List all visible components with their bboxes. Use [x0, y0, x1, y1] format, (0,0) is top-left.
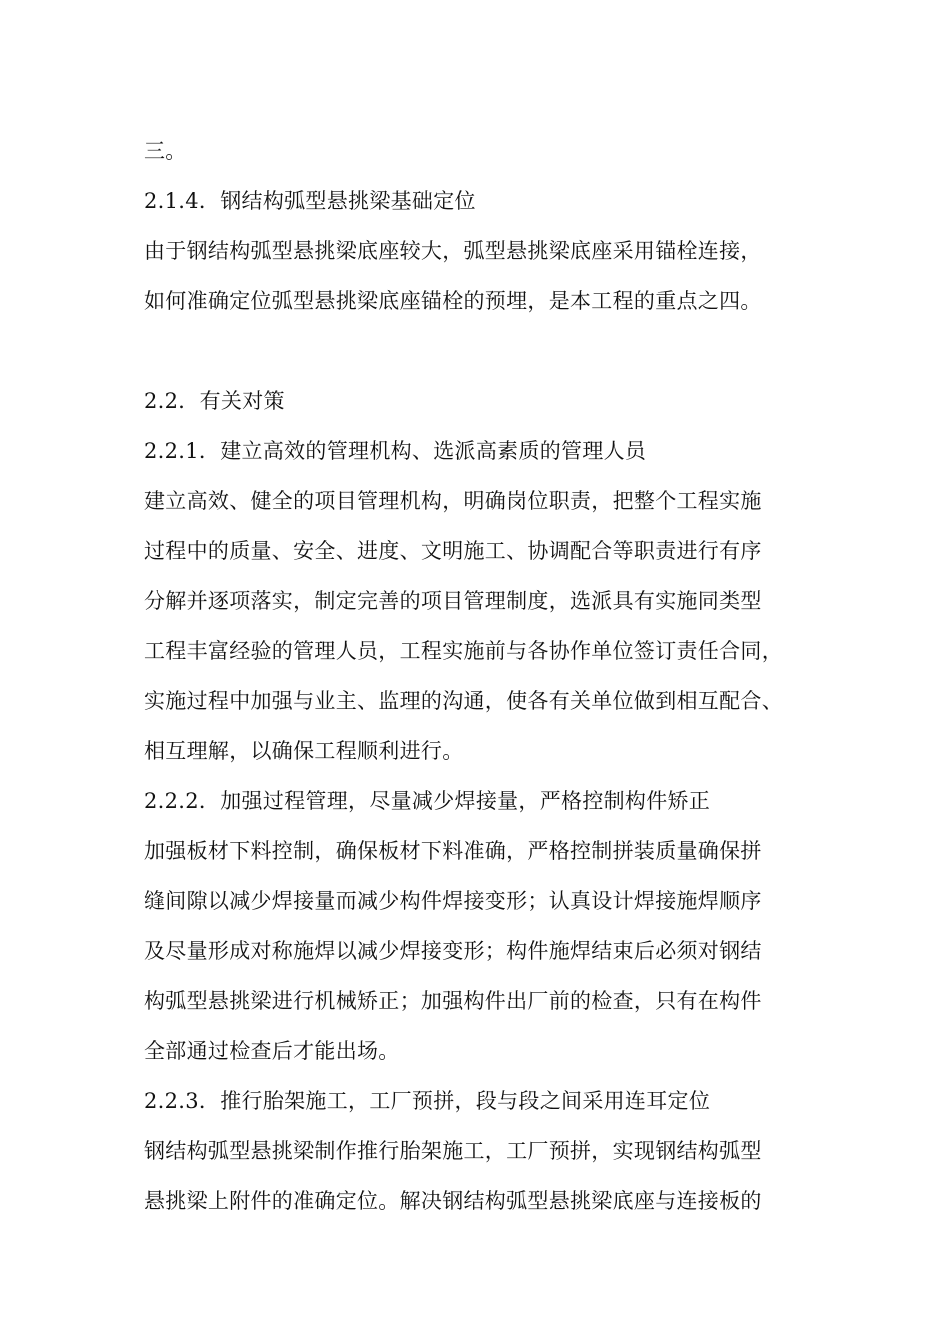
section-heading-2-2-2: 2.2.2．加强过程管理，尽量减少焊接量，严格控制构件矫正 [144, 789, 711, 813]
text-line: 分解并逐项落实，制定完善的项目管理制度，选派具有实施同类型 [144, 589, 762, 613]
section-heading-2-2: 2.2．有关对策 [144, 389, 285, 413]
text-line: 建立高效、健全的项目管理机构，明确岗位职责，把整个工程实施 [144, 489, 762, 513]
text-line: 三。 [144, 139, 187, 163]
text-line: 实施过程中加强与业主、监理的沟通，使各有关单位做到相互配合、 [144, 689, 783, 713]
text-line: 如何准确定位弧型悬挑梁底座锚栓的预埋，是本工程的重点之四。 [144, 289, 762, 313]
text-line: 钢结构弧型悬挑梁制作推行胎架施工，工厂预拼，实现钢结构弧型 [144, 1139, 762, 1163]
text-line: 构弧型悬挑梁进行机械矫正；加强构件出厂前的检查，只有在构件 [144, 989, 762, 1013]
section-heading-2-2-3: 2.2.3．推行胎架施工，工厂预拼，段与段之间采用连耳定位 [144, 1089, 711, 1113]
text-line: 工程丰富经验的管理人员，工程实施前与各协作单位签订责任合同， [144, 639, 783, 663]
text-line: 相互理解，以确保工程顺利进行。 [144, 739, 464, 763]
text-line: 及尽量形成对称施焊以减少焊接变形；构件施焊结束后必须对钢结 [144, 939, 762, 963]
text-line: 加强板材下料控制，确保板材下料准确，严格控制拼装质量确保拼 [144, 839, 762, 863]
text-line: 由于钢结构弧型悬挑梁底座较大，弧型悬挑梁底座采用锚栓连接， [144, 239, 762, 263]
text-line: 悬挑梁上附件的准确定位。解决钢结构弧型悬挑梁底座与连接板的 [144, 1189, 762, 1213]
text-line: 全部通过检查后才能出场。 [144, 1039, 400, 1063]
text-line: 缝间隙以减少焊接量而减少构件焊接变形；认真设计焊接施焊顺序 [144, 889, 762, 913]
text-line: 过程中的质量、安全、进度、文明施工、协调配合等职责进行有序 [144, 539, 762, 563]
section-heading-2-1-4: 2.1.4．钢结构弧型悬挑梁基础定位 [144, 189, 476, 213]
section-heading-2-2-1: 2.2.1．建立高效的管理机构、选派高素质的管理人员 [144, 439, 647, 463]
